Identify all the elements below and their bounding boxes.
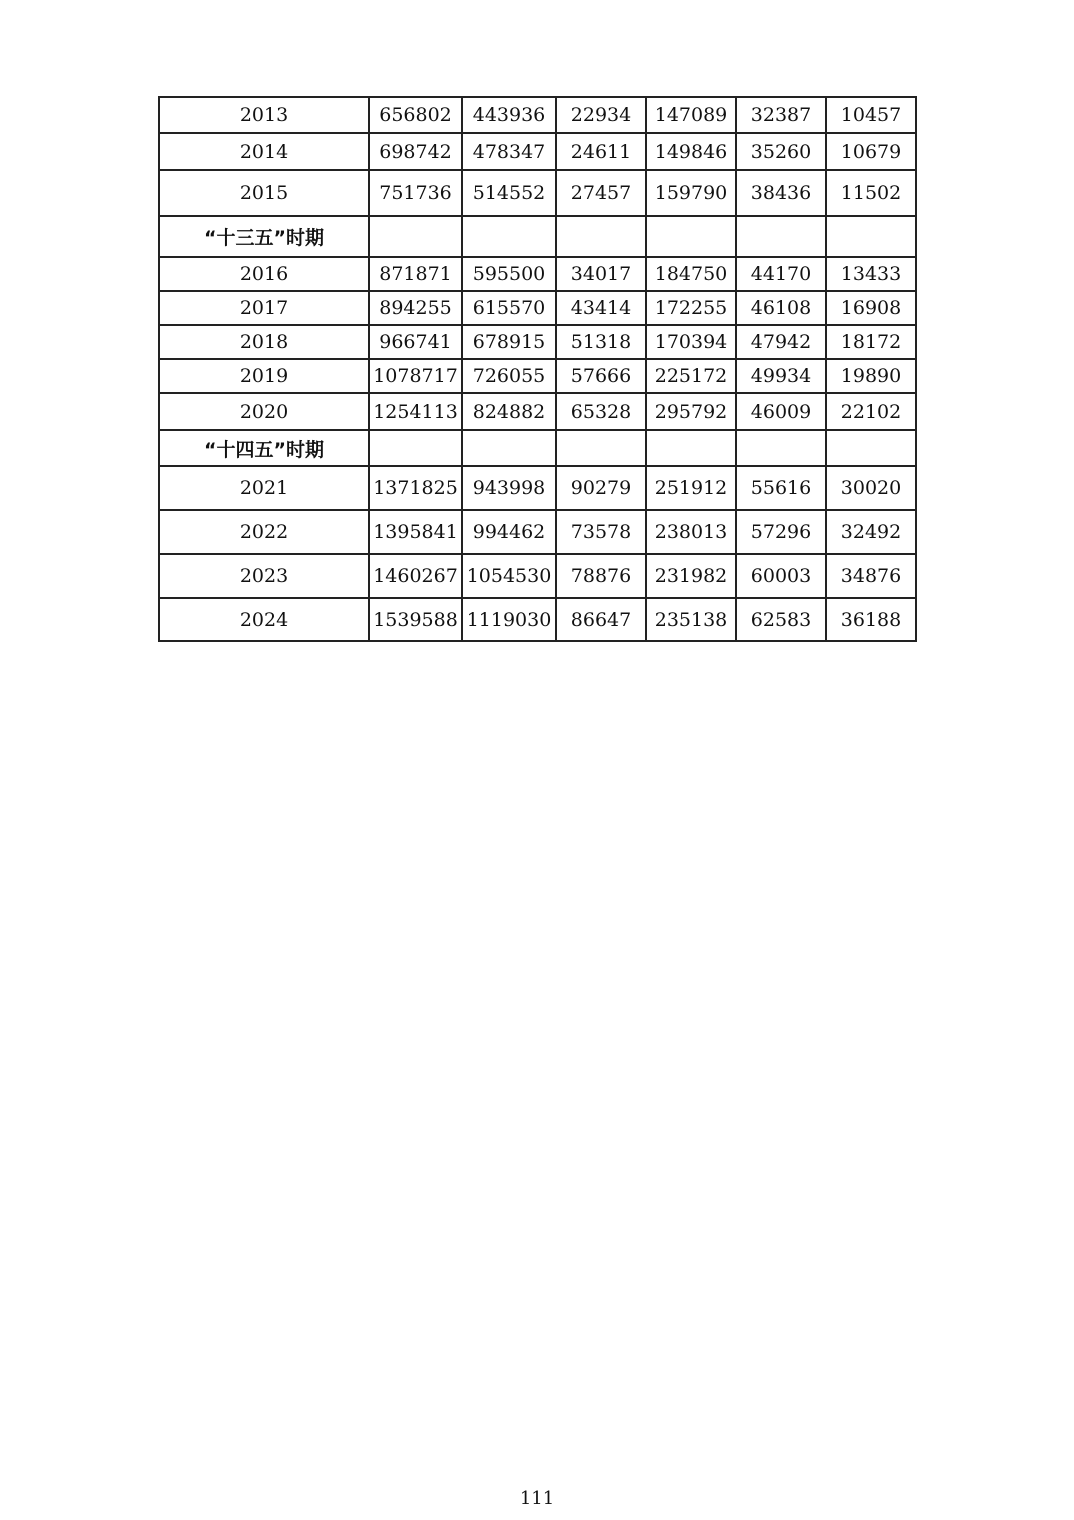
value-cell: 32387 <box>736 97 826 133</box>
value-cell: 18172 <box>826 325 916 359</box>
value-cell: 1078717 <box>369 359 462 393</box>
value-cell <box>556 430 646 466</box>
value-cell: 57666 <box>556 359 646 393</box>
value-cell <box>736 430 826 466</box>
value-cell: 30020 <box>826 466 916 510</box>
value-cell: 1460267 <box>369 554 462 598</box>
table-row <box>159 291 916 325</box>
value-cell: 90279 <box>556 466 646 510</box>
year-cell: 2023 <box>159 554 369 598</box>
value-cell: 147089 <box>646 97 736 133</box>
period-label: “十四五”时期 <box>159 430 369 466</box>
value-cell: 595500 <box>462 257 556 291</box>
year-cell: 2020 <box>159 393 369 430</box>
table-row <box>159 257 916 291</box>
value-cell: 184750 <box>646 257 736 291</box>
table-row <box>159 133 916 170</box>
value-cell: 238013 <box>646 510 736 554</box>
value-cell: 24611 <box>556 133 646 170</box>
year-cell: 2015 <box>159 170 369 216</box>
year-cell: 2013 <box>159 97 369 133</box>
year-cell: 2019 <box>159 359 369 393</box>
table-row <box>159 466 916 510</box>
value-cell: 1054530 <box>462 554 556 598</box>
value-cell: 22102 <box>826 393 916 430</box>
value-cell: 35260 <box>736 133 826 170</box>
table-row <box>159 393 916 430</box>
value-cell: 225172 <box>646 359 736 393</box>
value-cell: 13433 <box>826 257 916 291</box>
value-cell: 726055 <box>462 359 556 393</box>
year-cell: 2017 <box>159 291 369 325</box>
year-cell: 2021 <box>159 466 369 510</box>
value-cell: 994462 <box>462 510 556 554</box>
value-cell <box>826 430 916 466</box>
year-cell: 2016 <box>159 257 369 291</box>
statistics-table <box>158 96 917 642</box>
period-label: “十三五”时期 <box>159 216 369 257</box>
value-cell: 894255 <box>369 291 462 325</box>
value-cell: 943998 <box>462 466 556 510</box>
value-cell: 43414 <box>556 291 646 325</box>
value-cell <box>462 216 556 257</box>
value-cell: 751736 <box>369 170 462 216</box>
value-cell: 698742 <box>369 133 462 170</box>
value-cell <box>646 430 736 466</box>
value-cell: 172255 <box>646 291 736 325</box>
value-cell: 170394 <box>646 325 736 359</box>
value-cell: 1254113 <box>369 393 462 430</box>
page-number: 111 <box>519 1488 555 1509</box>
value-cell: 55616 <box>736 466 826 510</box>
value-cell: 27457 <box>556 170 646 216</box>
table-row <box>159 598 916 641</box>
value-cell: 44170 <box>736 257 826 291</box>
value-cell: 443936 <box>462 97 556 133</box>
value-cell: 46108 <box>736 291 826 325</box>
table-row <box>159 359 916 393</box>
value-cell: 615570 <box>462 291 556 325</box>
value-cell: 32492 <box>826 510 916 554</box>
value-cell: 295792 <box>646 393 736 430</box>
value-cell: 656802 <box>369 97 462 133</box>
value-cell: 514552 <box>462 170 556 216</box>
value-cell: 34017 <box>556 257 646 291</box>
value-cell: 34876 <box>826 554 916 598</box>
value-cell: 86647 <box>556 598 646 641</box>
value-cell: 159790 <box>646 170 736 216</box>
period-header-row <box>159 216 916 257</box>
value-cell: 11502 <box>826 170 916 216</box>
value-cell <box>826 216 916 257</box>
year-cell: 2018 <box>159 325 369 359</box>
value-cell: 38436 <box>736 170 826 216</box>
value-cell: 49934 <box>736 359 826 393</box>
value-cell: 62583 <box>736 598 826 641</box>
value-cell: 678915 <box>462 325 556 359</box>
value-cell: 73578 <box>556 510 646 554</box>
value-cell: 65328 <box>556 393 646 430</box>
table-row <box>159 510 916 554</box>
value-cell: 231982 <box>646 554 736 598</box>
value-cell: 19890 <box>826 359 916 393</box>
value-cell: 60003 <box>736 554 826 598</box>
value-cell: 10679 <box>826 133 916 170</box>
value-cell: 1395841 <box>369 510 462 554</box>
value-cell: 10457 <box>826 97 916 133</box>
table-row <box>159 97 916 133</box>
value-cell <box>369 216 462 257</box>
value-cell: 478347 <box>462 133 556 170</box>
value-cell: 1119030 <box>462 598 556 641</box>
value-cell: 57296 <box>736 510 826 554</box>
value-cell: 36188 <box>826 598 916 641</box>
value-cell: 1371825 <box>369 466 462 510</box>
value-cell: 78876 <box>556 554 646 598</box>
value-cell: 251912 <box>646 466 736 510</box>
period-header-row <box>159 430 916 466</box>
value-cell: 871871 <box>369 257 462 291</box>
value-cell <box>369 430 462 466</box>
value-cell: 966741 <box>369 325 462 359</box>
value-cell: 235138 <box>646 598 736 641</box>
table-row <box>159 554 916 598</box>
table-row <box>159 170 916 216</box>
year-cell: 2022 <box>159 510 369 554</box>
value-cell <box>646 216 736 257</box>
value-cell: 51318 <box>556 325 646 359</box>
value-cell: 149846 <box>646 133 736 170</box>
value-cell <box>736 216 826 257</box>
value-cell: 46009 <box>736 393 826 430</box>
value-cell <box>462 430 556 466</box>
value-cell: 824882 <box>462 393 556 430</box>
value-cell: 16908 <box>826 291 916 325</box>
table-row <box>159 325 916 359</box>
year-cell: 2024 <box>159 598 369 641</box>
value-cell: 1539588 <box>369 598 462 641</box>
year-cell: 2014 <box>159 133 369 170</box>
value-cell <box>556 216 646 257</box>
value-cell: 47942 <box>736 325 826 359</box>
value-cell: 22934 <box>556 97 646 133</box>
